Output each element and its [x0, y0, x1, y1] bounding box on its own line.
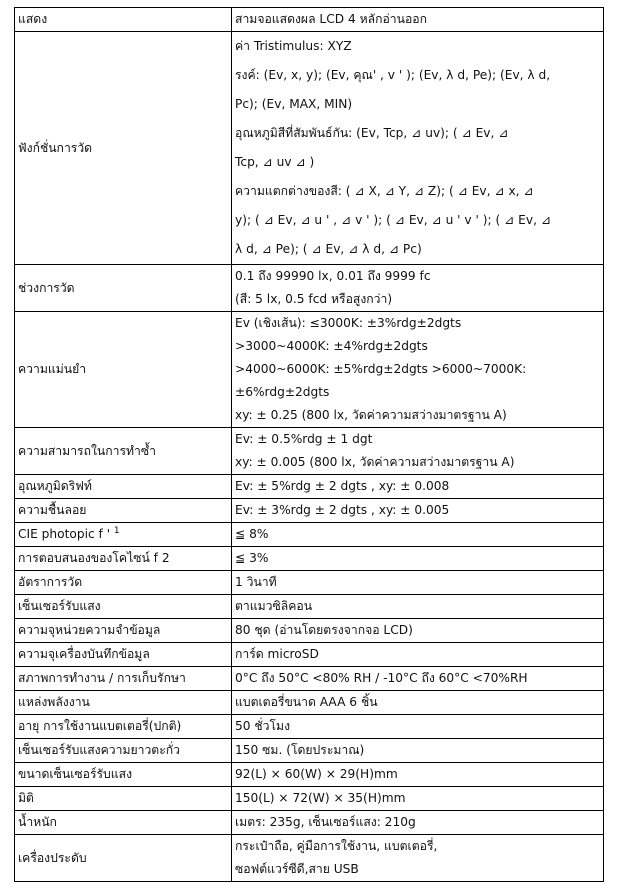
- row-value-cell: [232, 8, 604, 32]
- row-label: สภาพการทำงาน / การเก็บรักษา: [18, 671, 186, 685]
- row-value-line: 50 ชั่วโมง: [235, 719, 291, 733]
- row-label-cell: [15, 763, 232, 787]
- table-row: [15, 428, 604, 475]
- row-value-line: Pc); (Ev, MAX, MIN): [235, 97, 353, 111]
- row-value-cell: [232, 547, 604, 571]
- row-value-line: สามจอแสดงผล LCD 4 หลักอ่านออก: [235, 12, 428, 26]
- row-label: น้ำหนัก: [18, 815, 57, 829]
- label-superscript: 1: [113, 525, 120, 536]
- table-row: [15, 835, 604, 882]
- row-value-line: λ d, ⊿ Pe); ( ⊿ Ev, ⊿ λ d, ⊿ Pc): [235, 242, 422, 256]
- row-value-line: (สี: 5 lx, 0.5 fcd หรือสูงกว่า): [235, 292, 393, 306]
- row-label: เครื่องประดับ: [18, 850, 87, 865]
- row-label-cell: [15, 811, 232, 835]
- row-value-cell: [232, 811, 604, 835]
- row-value-line: xy: ± 0.25 (800 lx, วัดค่าความสว่างมาตรฐาน A): [235, 408, 507, 422]
- row-label: แหล่งพลังงาน: [18, 695, 90, 709]
- row-label: เซ็นเซอร์รับแสง: [18, 599, 101, 613]
- table-row: [15, 8, 604, 32]
- row-label-cell: [15, 787, 232, 811]
- table-row: [15, 312, 604, 428]
- row-value-cell: [232, 499, 604, 523]
- row-label-cell: [15, 8, 232, 32]
- row-label-cell: [15, 523, 232, 547]
- row-label: ความชื้นลอย: [18, 503, 87, 517]
- row-value-line: 150 ซม. (โดยประมาณ): [235, 743, 365, 757]
- spec-table-body: [15, 8, 604, 882]
- row-label-cell: [15, 595, 232, 619]
- row-value-cell: [232, 619, 604, 643]
- row-label: ความสามารถในการทำซ้ำ: [18, 443, 157, 458]
- row-value-line: xy: ± 0.005 (800 lx, วัดค่าความสว่างมาตรฐาน A): [235, 455, 515, 469]
- row-value-line: y); ( ⊿ Ev, ⊿ u ' , ⊿ v ' ); ( ⊿ Ev, ⊿ u ' v ' ); ( ⊿ Ev, ⊿: [235, 213, 552, 227]
- row-value-line: แบตเตอรี่ขนาด AAA 6 ชิ้น: [235, 695, 378, 709]
- row-label: การตอบสนองของโคไซน์ f 2: [18, 551, 170, 565]
- row-value-cell: [232, 428, 604, 475]
- row-value-cell: [232, 475, 604, 499]
- row-value-line: Ev: ± 3%rdg ± 2 dgts , xy: ± 0.005: [235, 503, 450, 517]
- row-value-cell: [232, 523, 604, 547]
- row-label-cell: [15, 643, 232, 667]
- row-value-line: 0.1 ถึง 99990 lx, 0.01 ถึง 9999 fc: [235, 269, 431, 283]
- table-row: [15, 691, 604, 715]
- table-row: [15, 595, 604, 619]
- row-value-line: รงค์: (Ev, x, y); (Ev, คุณ' , v ' ); (Ev, λ d, Pe); (Ev, λ d,: [235, 68, 551, 82]
- table-row: [15, 667, 604, 691]
- row-value-cell: [232, 312, 604, 428]
- row-label: เซ็นเซอร์รับแสงความยาวตะกั่ว: [18, 743, 180, 757]
- table-row: [15, 523, 604, 547]
- row-value-cell: [232, 667, 604, 691]
- table-row: [15, 811, 604, 835]
- row-label-cell: [15, 475, 232, 499]
- row-label-cell: [15, 619, 232, 643]
- row-label: ฟังก์ชั่นการวัด: [18, 140, 93, 155]
- row-value-line: อุณหภูมิสีที่สัมพันธ์กัน: (Ev, Tcp, ⊿ uv); ( ⊿ Ev, ⊿: [235, 126, 509, 140]
- row-value-line: การ์ด microSD: [235, 647, 319, 661]
- spec-table: [14, 7, 604, 882]
- row-value-cell: [232, 763, 604, 787]
- row-value-line: 0°C ถึง 50°C <80% RH / -10°C ถึง 60°C <70%RH: [235, 671, 528, 685]
- row-label: ความจุหน่วยความจำข้อมูล: [18, 623, 161, 637]
- row-value-line: Ev: ± 5%rdg ± 2 dgts , xy: ± 0.008: [235, 479, 450, 493]
- row-label: อุณหภูมิดริฟท์: [18, 479, 92, 493]
- row-value-line: Tcp, ⊿ uv ⊿ ): [235, 155, 315, 169]
- row-label-cell: [15, 667, 232, 691]
- row-value-line: >4000~6000K: ±5%rdg±2dgts >6000~7000K:: [235, 362, 527, 376]
- row-label: มิติ: [18, 791, 34, 805]
- row-label-cell: [15, 715, 232, 739]
- table-row: [15, 547, 604, 571]
- table-row: [15, 265, 604, 312]
- row-label-cell: [15, 691, 232, 715]
- table-row: [15, 643, 604, 667]
- table-row: [15, 499, 604, 523]
- table-row: [15, 787, 604, 811]
- row-label-cell: [15, 428, 232, 475]
- row-value-line: เมตร: 235g, เซ็นเซอร์แสง: 210g: [235, 815, 416, 829]
- row-label: อัตราการวัด: [18, 575, 83, 589]
- row-label: ช่วงการวัด: [18, 280, 75, 295]
- row-label: CIE photopic f ': [18, 527, 114, 541]
- table-row: [15, 475, 604, 499]
- row-value-line: ค่า Tristimulus: XYZ: [235, 39, 352, 53]
- row-value-line: ความแตกต่างของสี: ( ⊿ X, ⊿ Y, ⊿ Z); ( ⊿ Ev, ⊿ x, ⊿: [235, 184, 534, 198]
- row-value-cell: [232, 691, 604, 715]
- row-value-cell: [232, 265, 604, 312]
- row-label-cell: [15, 835, 232, 882]
- table-row: [15, 739, 604, 763]
- row-value-line: 150(L) × 72(W) × 35(H)mm: [235, 791, 406, 805]
- row-value-line: ≦ 3%: [235, 551, 269, 565]
- row-value-line: ±6%rdg±2dgts: [235, 385, 330, 399]
- row-value-cell: [232, 739, 604, 763]
- row-label-cell: [15, 571, 232, 595]
- row-label: อายุ การใช้งานแบตเตอรี่(ปกติ): [18, 719, 182, 733]
- row-value-line: >3000~4000K: ±4%rdg±2dgts: [235, 339, 428, 353]
- row-value-cell: [232, 32, 604, 265]
- table-row: [15, 619, 604, 643]
- row-label-cell: [15, 547, 232, 571]
- row-label-cell: [15, 312, 232, 428]
- row-label-cell: [15, 32, 232, 265]
- row-label-cell: [15, 265, 232, 312]
- row-label: แสดง: [18, 12, 48, 26]
- row-value-line: ตาแมวซิลิคอน: [235, 599, 313, 613]
- row-value-cell: [232, 595, 604, 619]
- row-value-line: 92(L) × 60(W) × 29(H)mm: [235, 767, 398, 781]
- row-value-line: Ev: ± 0.5%rdg ± 1 dgt: [235, 432, 373, 446]
- table-row: [15, 715, 604, 739]
- row-value-line: ≦ 8%: [235, 527, 269, 541]
- row-label: ความแม่นยำ: [18, 362, 87, 376]
- row-value-line: กระเป๋าถือ, คู่มือการใช้งาน, แบตเตอรี่,: [235, 839, 438, 853]
- table-row: [15, 32, 604, 265]
- row-value-cell: [232, 835, 604, 882]
- row-label-cell: [15, 499, 232, 523]
- row-label: ขนาดเซ็นเซอร์รับแสง: [18, 767, 133, 781]
- row-value-line: 80 ชุด (อ่านโดยตรงจากจอ LCD): [235, 623, 413, 637]
- row-value-line: Ev (เชิงเส้น): ≤3000K: ±3%rdg±2dgts: [235, 316, 462, 330]
- row-value-cell: [232, 643, 604, 667]
- row-label: ความจุเครื่องบันทึกข้อมูล: [18, 647, 150, 661]
- row-value-cell: [232, 715, 604, 739]
- row-value-cell: [232, 787, 604, 811]
- row-value-line: 1 วินาที: [235, 575, 277, 589]
- row-label-cell: [15, 739, 232, 763]
- row-value-line: ซอฟต์แวร์ซีดี,สาย USB: [235, 862, 359, 876]
- table-row: [15, 763, 604, 787]
- table-row: [15, 571, 604, 595]
- row-value-cell: [232, 571, 604, 595]
